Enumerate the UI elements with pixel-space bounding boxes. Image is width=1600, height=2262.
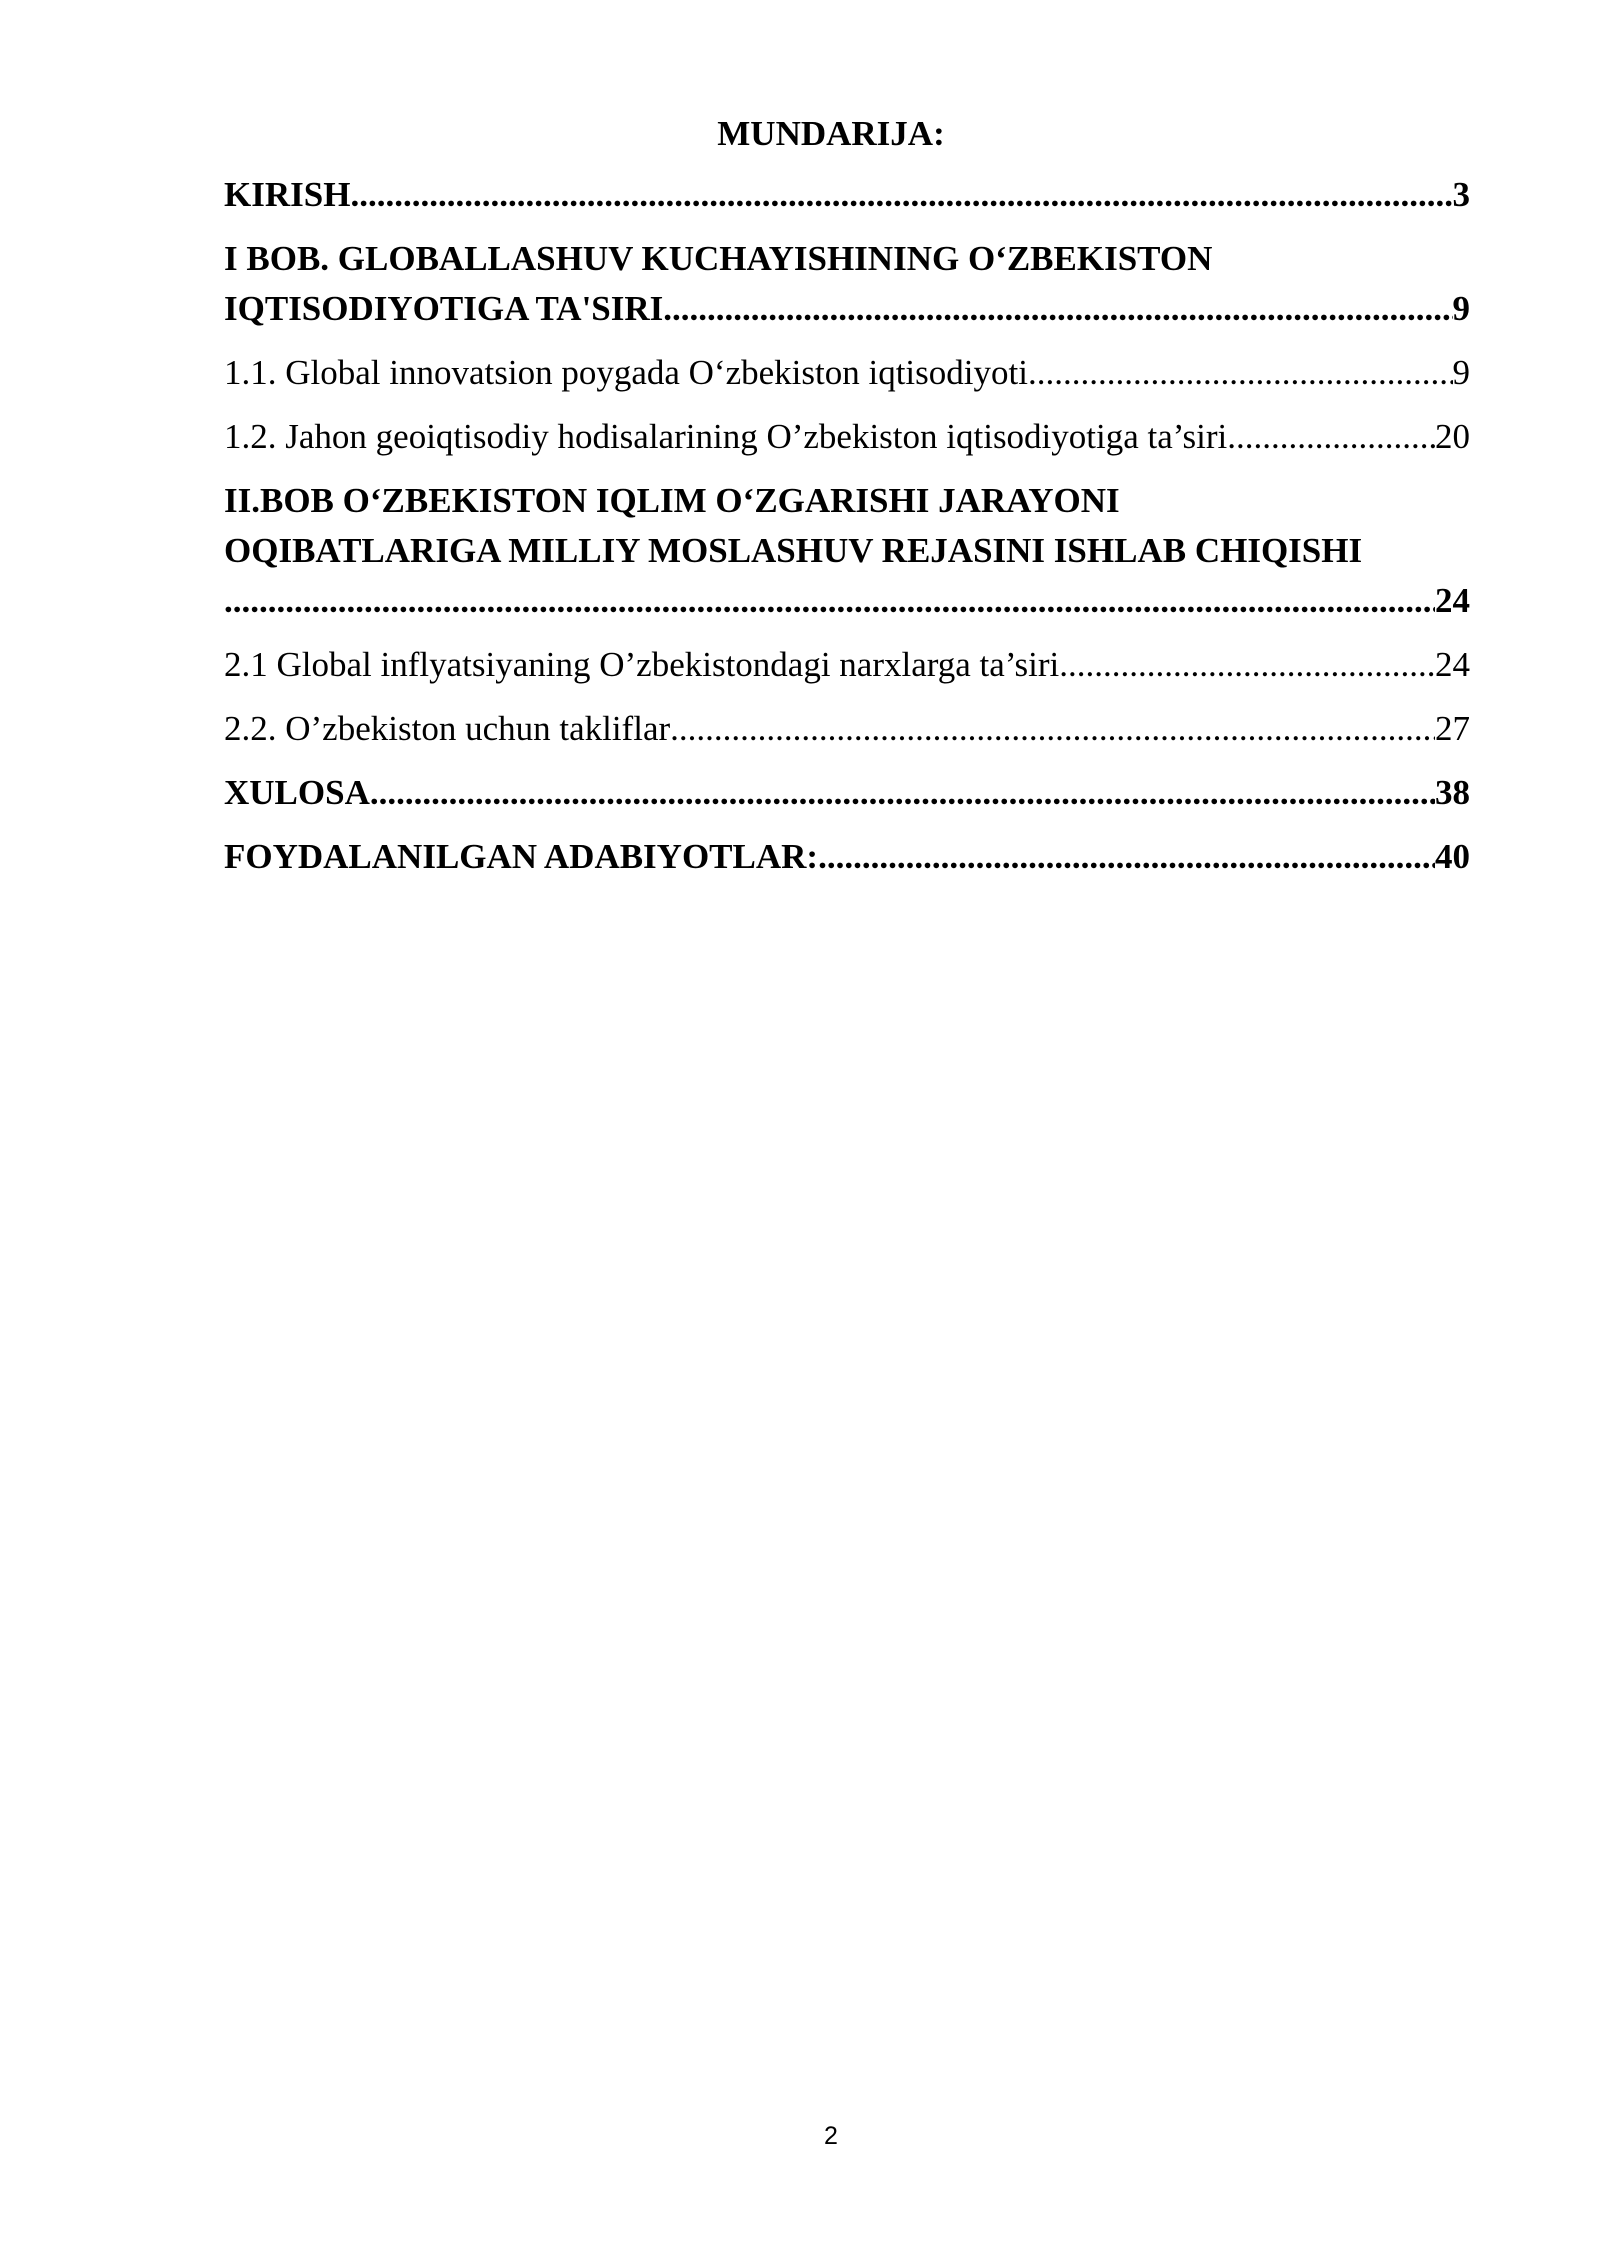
toc-entry-label: KIRISH [224, 175, 351, 214]
toc-entry-label: 2.1 Global inflyatsiyaning O’zbekistondagi narxlarga ta’siri [224, 645, 1060, 684]
toc-leader-dots [663, 284, 1452, 334]
toc-entry-chapter-1[interactable] [224, 234, 1470, 334]
toc-leader-dots [818, 832, 1435, 882]
toc-entry-label-line1: I BOB. GLOBALLASHUV KUCHAYISHINING O‘ZBEKISTON [224, 239, 1213, 278]
toc-entry-page: 9 [1452, 353, 1470, 392]
toc-entry-chapter-2[interactable] [224, 476, 1470, 626]
toc-leader-dots [224, 576, 1435, 626]
toc-entry-label: 1.2. Jahon geoiqtisodiy hodisalarining O’zbekiston iqtisodiyotiga ta’siri [224, 417, 1228, 456]
toc-entry-section-2-1[interactable] [224, 640, 1470, 690]
toc-entry-label: IQTISODIYOTIGA TA'SIRI [224, 289, 664, 328]
toc-entry-section-1-1[interactable] [224, 348, 1470, 398]
toc-leader-dots [1059, 640, 1435, 690]
toc-entry-page: 9 [1452, 289, 1470, 328]
toc-entry-page: 38 [1435, 773, 1470, 812]
toc-leader-dots [350, 170, 1452, 220]
toc-entry-page: 24 [1435, 645, 1470, 684]
page-number: 2 [824, 2122, 838, 2150]
toc-entry-label: FOYDALANILGAN ADABIYOTLAR: [224, 837, 819, 876]
table-of-contents [224, 170, 1470, 896]
toc-entry-section-1-2[interactable] [224, 412, 1470, 462]
toc-entry-label: XULOSA [224, 773, 370, 812]
toc-title: MUNDARIJA: [717, 114, 945, 153]
toc-entry-references[interactable] [224, 832, 1470, 882]
toc-entry-section-2-2[interactable] [224, 704, 1470, 754]
toc-entry-page: 3 [1452, 175, 1470, 214]
toc-entry-page: 20 [1435, 417, 1470, 456]
toc-entry-page: 27 [1435, 709, 1470, 748]
toc-entry-label: 2.2. O’zbekiston uchun takliflar [224, 709, 671, 748]
toc-entry-xulosa[interactable] [224, 768, 1470, 818]
toc-leader-dots [1028, 348, 1453, 398]
toc-leader-dots [1227, 412, 1435, 462]
toc-entry-label-line1: II.BOB O‘ZBEKISTON IQLIM O‘ZGARISHI JARAYONI [224, 481, 1120, 520]
toc-entry-page: 24 [1435, 581, 1470, 620]
toc-entry-kirish[interactable] [224, 170, 1470, 220]
toc-leader-dots [370, 768, 1435, 818]
toc-entry-label: 1.1. Global innovatsion poygada O‘zbekiston iqtisodiyoti [224, 353, 1028, 392]
toc-entry-label-line2: OQIBATLARIGA MILLIY MOSLASHUV REJASINI ISHLAB CHIQISHI [224, 531, 1363, 570]
toc-leader-dots [670, 704, 1435, 754]
toc-entry-page: 40 [1435, 837, 1470, 876]
